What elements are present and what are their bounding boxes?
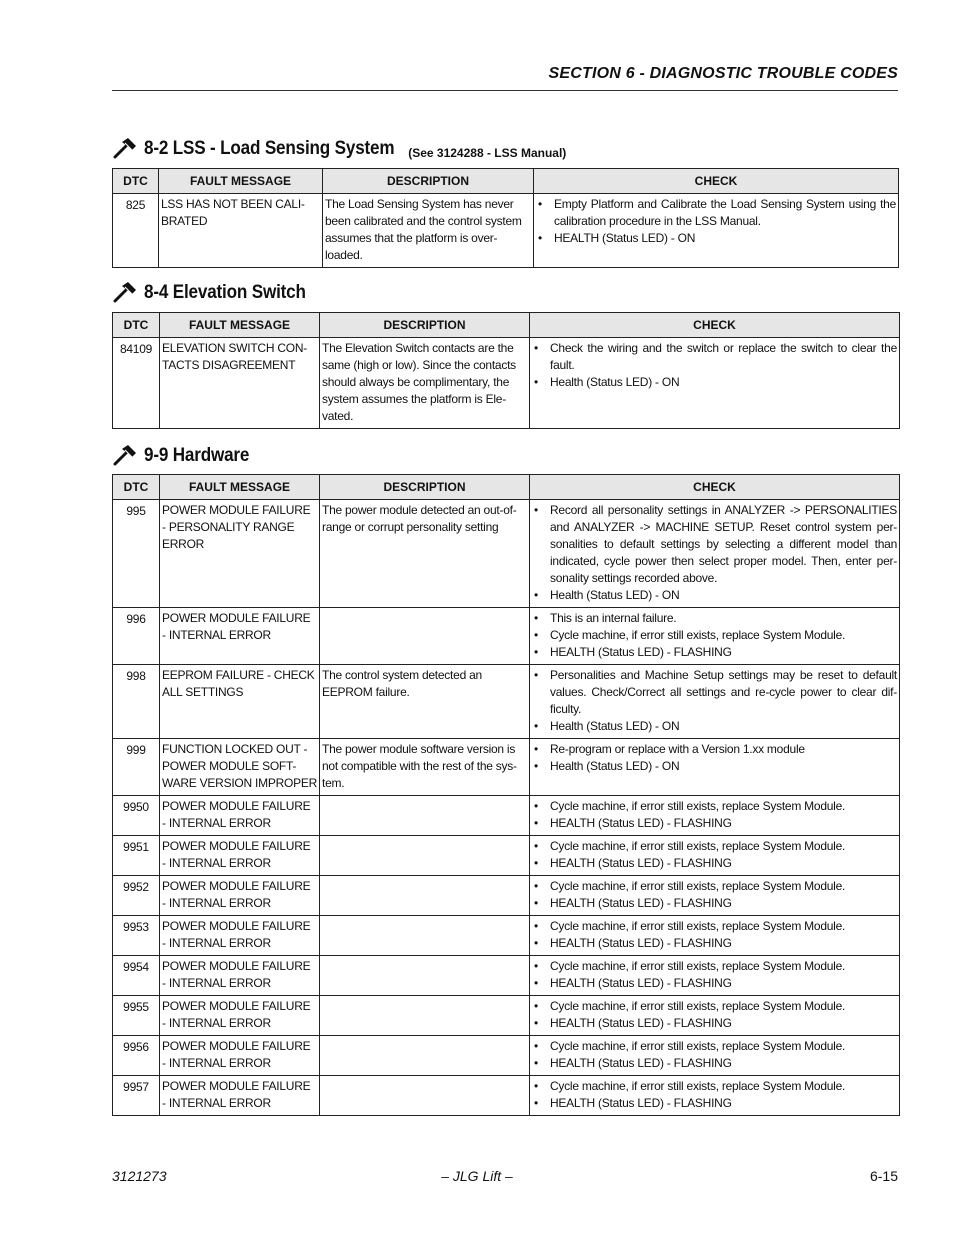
- fault-message: POWER MODULE FAILURE - INTERNAL ERROR: [160, 996, 320, 1036]
- bullet-icon: •: [534, 742, 538, 756]
- check-text: HEALTH (Status LED) - FLASHING: [550, 1096, 732, 1110]
- fault-description: [320, 876, 530, 916]
- section-title: 8-4 Elevation Switch: [144, 282, 306, 303]
- table-row: [113, 916, 900, 956]
- check-text: Empty Platform and Calibrate the Load Sensing System using the calibration procedure in the LSS Manual.: [554, 197, 896, 228]
- dtc-code: 9952: [113, 876, 160, 916]
- fault-description: The Elevation Switch contacts are the same (high or low). Since the contacts should always be complimentary, the system assumes the platform is Ele-vated.: [320, 338, 530, 429]
- check-item: [538, 230, 896, 247]
- bullet-icon: •: [534, 341, 538, 355]
- check-list: [530, 876, 900, 916]
- check-text: HEALTH (Status LED) - ON: [554, 231, 696, 245]
- bullet-icon: •: [538, 197, 542, 211]
- check-list: [530, 836, 900, 876]
- table-row: [113, 665, 900, 739]
- check-item: [534, 610, 897, 627]
- fault-message: EEPROM FAILURE - CHECK ALL SETTINGS: [160, 665, 320, 739]
- hammer-icon: [112, 280, 138, 304]
- section-lss-heading: [112, 134, 566, 160]
- table-row: [113, 1076, 900, 1116]
- bullet-icon: •: [534, 628, 538, 642]
- check-list: [530, 996, 900, 1036]
- bullet-icon: •: [534, 645, 538, 659]
- dtc-code: 9951: [113, 836, 160, 876]
- section-title: 9-9 Hardware: [144, 445, 250, 466]
- bullet-icon: •: [534, 719, 538, 733]
- check-text: HEALTH (Status LED) - FLASHING: [550, 976, 732, 990]
- check-item: [534, 998, 897, 1015]
- col-check: CHECK: [530, 475, 900, 500]
- fault-message: POWER MODULE FAILURE - INTERNAL ERROR: [160, 836, 320, 876]
- check-item: [534, 975, 897, 992]
- bullet-icon: •: [534, 375, 538, 389]
- dtc-code: 9955: [113, 996, 160, 1036]
- check-item: [534, 958, 897, 975]
- bullet-icon: •: [534, 919, 538, 933]
- fault-description: The power module detected an out-of-range or corrupt personality setting: [320, 500, 530, 608]
- check-item: [534, 935, 897, 952]
- check-text: Health (Status LED) - ON: [550, 719, 680, 733]
- check-item: [534, 1055, 897, 1072]
- bullet-icon: •: [534, 668, 538, 682]
- check-list: [530, 916, 900, 956]
- check-text: Cycle machine, if error still exists, replace System Module.: [550, 628, 846, 642]
- col-fault: FAULT MESSAGE: [160, 475, 320, 500]
- fault-message: POWER MODULE FAILURE - INTERNAL ERROR: [160, 608, 320, 665]
- fault-description: [320, 1076, 530, 1116]
- fault-description: [320, 1036, 530, 1076]
- fault-description: The Load Sensing System has never been calibrated and the control system assumes that the platform is over-loaded.: [323, 194, 534, 268]
- table-row: [113, 1036, 900, 1076]
- check-list: [530, 608, 900, 665]
- bullet-icon: •: [534, 1096, 538, 1110]
- hardware-dtc-table: [112, 474, 900, 1116]
- fault-message: POWER MODULE FAILURE - INTERNAL ERROR: [160, 1076, 320, 1116]
- bullet-icon: •: [534, 896, 538, 910]
- fault-description: [320, 608, 530, 665]
- lss-dtc-table: [112, 168, 899, 268]
- bullet-icon: •: [534, 839, 538, 853]
- dtc-code: 84109: [113, 338, 160, 429]
- fault-message: POWER MODULE FAILURE - INTERNAL ERROR: [160, 1036, 320, 1076]
- check-text: Cycle machine, if error still exists, replace System Module.: [550, 999, 846, 1013]
- check-text: Cycle machine, if error still exists, replace System Module.: [550, 879, 846, 893]
- check-item: [534, 502, 897, 587]
- footer-brand: – JLG Lift –: [441, 1168, 513, 1184]
- bullet-icon: •: [534, 936, 538, 950]
- col-description: DESCRIPTION: [320, 475, 530, 500]
- check-item: [534, 855, 897, 872]
- check-text: Health (Status LED) - ON: [550, 759, 680, 773]
- section-title: 8-2 LSS - Load Sensing System: [144, 138, 395, 159]
- table-row: [113, 996, 900, 1036]
- table-row: [113, 608, 900, 665]
- page-header: [112, 62, 898, 91]
- check-text: Cycle machine, if error still exists, replace System Module.: [550, 799, 846, 813]
- check-text: HEALTH (Status LED) - FLASHING: [550, 1016, 732, 1030]
- check-text: Record all personality settings in ANALYZER -> PERSONALITIES and ANALYZER -> MACHINE SETUP. Reset control system per-sonalities to default settings by selecting a different model than indicated, cycle power then select proper model. Then, enter per-sonality settings recorded above.: [550, 503, 897, 585]
- fault-description: [320, 956, 530, 996]
- col-description: DESCRIPTION: [323, 169, 534, 194]
- fault-message: POWER MODULE FAILURE - INTERNAL ERROR: [160, 796, 320, 836]
- bullet-icon: •: [538, 231, 542, 245]
- check-item: [534, 918, 897, 935]
- col-dtc: DTC: [113, 475, 160, 500]
- check-list: [530, 1036, 900, 1076]
- dtc-code: 996: [113, 608, 160, 665]
- dtc-code: 9956: [113, 1036, 160, 1076]
- check-text: HEALTH (Status LED) - FLASHING: [550, 856, 732, 870]
- fault-description: [320, 996, 530, 1036]
- check-item: [534, 718, 897, 735]
- table-row: [113, 956, 900, 996]
- dtc-code: 9950: [113, 796, 160, 836]
- bullet-icon: •: [534, 879, 538, 893]
- check-text: HEALTH (Status LED) - FLASHING: [550, 816, 732, 830]
- check-text: Personalities and Machine Setup settings may be reset to default values. Check/Correct all settings and re-cycle power to clear dif-ficulty.: [550, 668, 897, 716]
- fault-message: POWER MODULE FAILURE - PERSONALITY RANGE ERROR: [160, 500, 320, 608]
- table-row: [113, 796, 900, 836]
- table-row: [113, 739, 900, 796]
- dtc-code: 998: [113, 665, 160, 739]
- bullet-icon: •: [534, 1079, 538, 1093]
- check-item: [534, 627, 897, 644]
- bullet-icon: •: [534, 816, 538, 830]
- check-text: Re-program or replace with a Version 1.xx module: [550, 742, 805, 756]
- check-text: HEALTH (Status LED) - FLASHING: [550, 936, 732, 950]
- check-list: [530, 739, 900, 796]
- fault-description: The control system detected an EEPROM failure.: [320, 665, 530, 739]
- fault-description: [320, 836, 530, 876]
- dtc-code: 995: [113, 500, 160, 608]
- hammer-icon: [112, 136, 138, 160]
- bullet-icon: •: [534, 959, 538, 973]
- section-elevation-heading: [112, 278, 324, 304]
- check-item: [534, 838, 897, 855]
- section-hardware-heading: [112, 441, 261, 467]
- bullet-icon: •: [534, 799, 538, 813]
- check-item: [534, 1015, 897, 1032]
- check-item: [534, 1038, 897, 1055]
- check-item: [534, 374, 897, 391]
- col-fault: FAULT MESSAGE: [160, 313, 320, 338]
- check-text: Health (Status LED) - ON: [550, 588, 680, 602]
- check-item: [534, 741, 897, 758]
- fault-message: ELEVATION SWITCH CON-TACTS DISAGREEMENT: [160, 338, 320, 429]
- fault-message: POWER MODULE FAILURE - INTERNAL ERROR: [160, 956, 320, 996]
- check-item: [534, 1095, 897, 1112]
- bullet-icon: •: [534, 611, 538, 625]
- check-item: [538, 196, 896, 230]
- check-text: Check the wiring and the switch or replace the switch to clear the fault.: [550, 341, 897, 372]
- table-row: [113, 194, 899, 268]
- section-header-title: SECTION 6 - DIAGNOSTIC TROUBLE CODES: [548, 65, 898, 82]
- check-list: [530, 500, 900, 608]
- check-item: [534, 667, 897, 718]
- table-row: [113, 836, 900, 876]
- bullet-icon: •: [534, 976, 538, 990]
- footer-doc-number: 3121273: [112, 1168, 167, 1184]
- check-item: [534, 758, 897, 775]
- section-note: (See 3124288 - LSS Manual): [408, 146, 567, 160]
- bullet-icon: •: [534, 759, 538, 773]
- col-description: DESCRIPTION: [320, 313, 530, 338]
- check-text: Cycle machine, if error still exists, replace System Module.: [550, 959, 846, 973]
- check-text: Cycle machine, if error still exists, replace System Module.: [550, 919, 846, 933]
- check-text: Cycle machine, if error still exists, replace System Module.: [550, 839, 846, 853]
- dtc-code: 9957: [113, 1076, 160, 1116]
- check-list: [530, 1076, 900, 1116]
- bullet-icon: •: [534, 1016, 538, 1030]
- check-text: HEALTH (Status LED) - FLASHING: [550, 1056, 732, 1070]
- col-check: CHECK: [530, 313, 900, 338]
- elevation-dtc-table: [112, 312, 900, 429]
- check-item: [534, 895, 897, 912]
- col-check: CHECK: [534, 169, 899, 194]
- check-text: HEALTH (Status LED) - FLASHING: [550, 645, 732, 659]
- check-item: [534, 644, 897, 661]
- table-row: [113, 500, 900, 608]
- bullet-icon: •: [534, 856, 538, 870]
- check-list: [530, 338, 900, 429]
- bullet-icon: •: [534, 503, 538, 517]
- check-text: This is an internal failure.: [550, 611, 677, 625]
- check-item: [534, 340, 897, 374]
- bullet-icon: •: [534, 1056, 538, 1070]
- bullet-icon: •: [534, 999, 538, 1013]
- dtc-code: 9953: [113, 916, 160, 956]
- check-item: [534, 587, 897, 604]
- col-dtc: DTC: [113, 313, 160, 338]
- footer-page-number: 6-15: [869, 1168, 898, 1184]
- dtc-code: 825: [113, 194, 159, 268]
- col-dtc: DTC: [113, 169, 159, 194]
- fault-message: LSS HAS NOT BEEN CALI-BRATED: [159, 194, 323, 268]
- dtc-code: 999: [113, 739, 160, 796]
- check-text: HEALTH (Status LED) - FLASHING: [550, 896, 732, 910]
- dtc-code: 9954: [113, 956, 160, 996]
- fault-message: FUNCTION LOCKED OUT - POWER MODULE SOFT-WARE VERSION IMPROPER: [160, 739, 320, 796]
- check-list: [534, 194, 899, 268]
- check-item: [534, 878, 897, 895]
- check-list: [530, 665, 900, 739]
- check-item: [534, 798, 897, 815]
- table-row: [113, 338, 900, 429]
- check-list: [530, 956, 900, 996]
- table-row: [113, 876, 900, 916]
- check-text: Health (Status LED) - ON: [550, 375, 680, 389]
- fault-description: The power module software version is not compatible with the rest of the sys-tem.: [320, 739, 530, 796]
- check-text: Cycle machine, if error still exists, replace System Module.: [550, 1039, 846, 1053]
- check-item: [534, 815, 897, 832]
- fault-message: POWER MODULE FAILURE - INTERNAL ERROR: [160, 916, 320, 956]
- fault-description: [320, 796, 530, 836]
- col-fault: FAULT MESSAGE: [159, 169, 323, 194]
- bullet-icon: •: [534, 1039, 538, 1053]
- check-text: Cycle machine, if error still exists, replace System Module.: [550, 1079, 846, 1093]
- fault-description: [320, 916, 530, 956]
- bullet-icon: •: [534, 588, 538, 602]
- check-list: [530, 796, 900, 836]
- hammer-icon: [112, 443, 138, 467]
- check-item: [534, 1078, 897, 1095]
- fault-message: POWER MODULE FAILURE - INTERNAL ERROR: [160, 876, 320, 916]
